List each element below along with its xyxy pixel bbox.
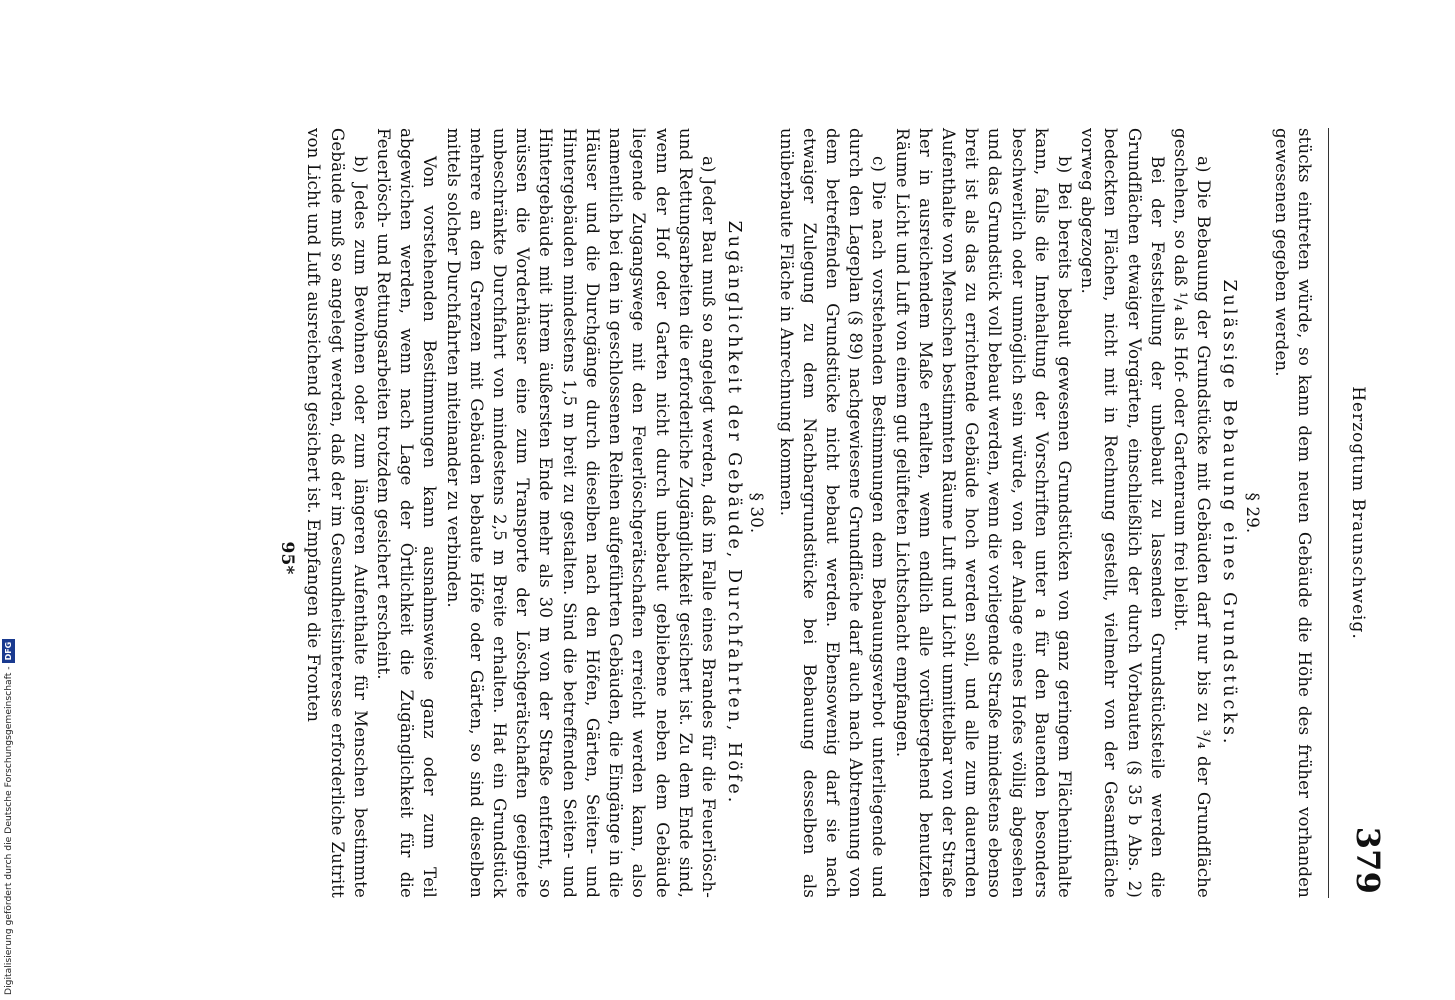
section-30-number: § 30.	[747, 492, 767, 534]
dfg-logo-icon: DFG	[2, 639, 15, 664]
digitization-credit-text: Digitalisierung gefördert durch die Deutsche Forschungsgemeinschaft -	[2, 666, 14, 995]
digitization-credit	[0, 610, 14, 995]
section-29-heading: Zulässige Bebauung eines Grundstücks.	[1219, 279, 1240, 747]
intro-paragraph: stücks eintreten würde, so kann dem neuen Gebäude die Höhe des früher vorhanden gewesenen gegeben werden.	[1271, 128, 1314, 898]
signature-mark: 95*	[277, 541, 298, 575]
section-30-clause-a: a) Jeder Bau muß so angelegt werden, daß im Falle eines Brandes für die Feuerlösch- und Rettungsarbeiten die erforderliche Zugänglichkeit gesichert ist. Zu dem Ende sind, wenn der Hof oder Garten nicht durch unbebaut gebliebene neben dem Gebäude liegende Zugangswege mit den Feuerlöschgerätschaften erreicht werden kann, also namentlich bei den in geschlossenen Reihen aufgeführten Gebäuden, die Eingänge in die Häuser und die Durchgänge durch dieselben nach den Höfen, Gärten, Seiten- und Hintergebäuden mindestens 1,5 m breit zu gestalten. Sind die betreffenden Seiten- und Hintergebäude mit ihrem äußersten Ende mehr als 30 m von der Straße entfernt, so müssen die Vorderhäuser eine zum Transporte der Löschgerätschaften geeignete unbeschränkte Durchfahrt von mindestens 2,5 m Breite erhalten. Hat ein Grundstück mehrere an den Grenzen mit Gebäuden bebaute Höfe oder Gärten, so sind dieselben mittels solcher Durchfahrten miteinander zu verbinden.	[443, 128, 718, 898]
page-header	[1328, 128, 1387, 898]
section-30-clause-a-continued: Von vorstehenden Bestimmungen kann ausnahmsweise ganz oder zum Teil abgewichen werden, wenn nach Lage der Örtlichkeit die Zugänglichkeit für die Feuerlösch- und Rettungsarbeiten trotzdem gesichert erscheint.	[374, 128, 440, 898]
section-29-clause-b: b) Bei bereits bebaut gewesenen Grundstücken von ganz geringem Flächeninhalte kann, falls die Innehaltung der Vorschriften unter a für den Bauenden besonders beschwerlich oder unmöglich sein würde, von der Anlage eines Hofes völlig abgesehen und das Grundstück voll bebaut werden, wenn die vorliegende Straße mindestens ebenso breit ist als das zu errichtende Gebäude hoch werden soll, und alle zum dauernden Aufenthalte von Menschen bestimmten Räume Luft und Licht unmittelbar von der Straße her in ausreichendem Maße erhalten, wenn endlich alle vorübergehend benutzten Räume Licht und Luft von einem gut gelüfteten Lichtschacht empfangen.	[892, 128, 1074, 898]
section-29-clause-a-continued: Bei der Feststellung der unbebaut zu lassenden Grundstücksteile werden die Grundflächen etwaiger Vorgärten, einschließlich der durch Vorbauten (§ 35 b Abs. 2) bedeckten Flächen, nicht mit in Rechnung gestellt, vielmehr von der Gesamtfläche vorweg abgezogen.	[1078, 128, 1167, 898]
page-content	[275, 128, 1387, 898]
page-number: 379	[1349, 826, 1387, 894]
section-30-heading: Zugänglichkeit der Gebäude, Durchfahrten, Höfe.	[724, 220, 745, 806]
section-30-clause-b: b) Jedes zum Bewohnen oder zum längeren Aufenthalte für Menschen bestimmte Gebäude muß so angelegt werden, daß der im Gesundheitsinteresse erforderliche Zutritt von Licht und Luft ausreichend gesichert ist. Empfangen die Fronten	[304, 128, 370, 898]
section-29-clause-a: a) Die Bebauung der Grundstücke mit Gebäuden darf nur bis zu ³/₄ der Grundfläche geschehen, so daß ¹/₄ als Hof- oder Gartenraum frei bleibt.	[1170, 128, 1214, 898]
section-29-number: § 29.	[1242, 492, 1262, 534]
section-29-clause-c: c) Die nach vorstehenden Bestimmungen dem Bebauungsverbot unterliegende und durch den Lageplan (§ 89) nachgewiesene Grundfläche darf auch nach Abtrennung von dem betreffenden Grundstücke nicht bebaut werden. Ebensowenig darf sie nach etwaiger Zulegung zu dem Nachbargrundstücke bei Bebauung desselben als unüberbaute Fläche in Anrechnung kommen.	[776, 128, 889, 898]
running-title: Herzogtum Braunschweig.	[1348, 386, 1368, 640]
digitization-credit-text-row	[1, 610, 15, 995]
